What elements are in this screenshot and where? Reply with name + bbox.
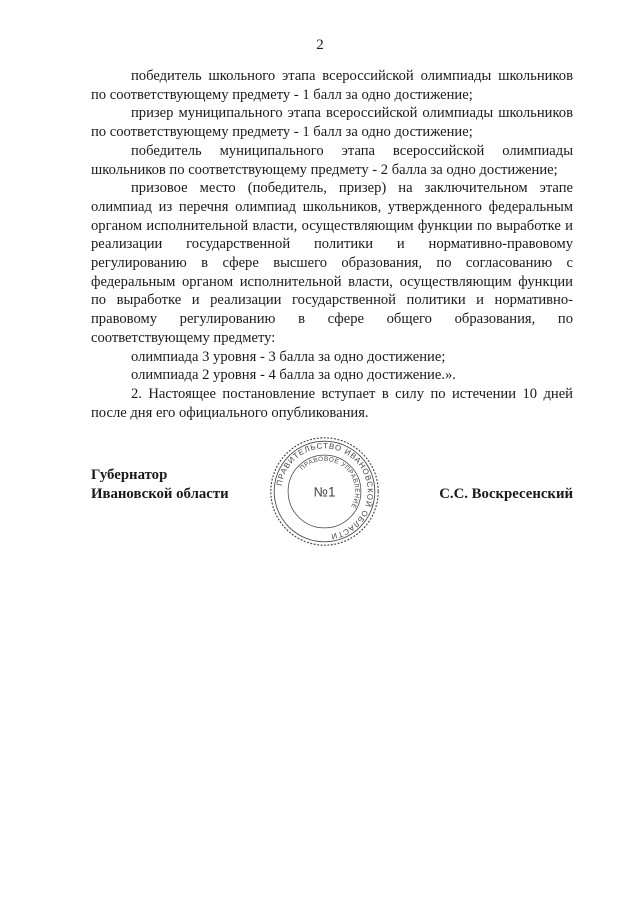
seal-inner-text-path: ПРАВОВОЕ УПРАВЛЕНИЕ: [298, 455, 361, 510]
signatory-name: С.С. Воскресенский: [439, 485, 573, 502]
signatory-title-line: Ивановской области: [91, 485, 229, 502]
seal-outer-text-path: ПРАВИТЕЛЬСТВО ИВАНОВСКОЙ ОБЛАСТИ: [274, 441, 375, 542]
seal-number: №1: [313, 484, 336, 500]
paragraph: 2. Настоящее постановление вступает в силу по истечении 10 дней после дня его официального опубликования.: [91, 385, 573, 421]
signatory-title-line: Губернатор: [91, 467, 168, 483]
paragraph: призовое место (победитель, призер) на заключительном этапе олимпиад из перечня олимпиад школьников, утвержденного федеральным органом исполнительной власти, осуществляющим функции по выработке и реализации государственной политики и нормативно-правовому регулированию в сфере высшего образования, по согласованию с федеральным органом исполнительной власти, осуществляющим функции по выработке и реализации государственной политики и нормативно-правовому регулированию в сфере общего образования, по соответствующему предмету:: [91, 180, 573, 346]
official-seal: [267, 434, 382, 549]
document-body: [91, 67, 573, 422]
paragraph: олимпиада 3 уровня - 3 балла за одно достижение;: [131, 348, 446, 365]
signature-block: [91, 441, 573, 556]
paragraph: призер муниципального этапа всероссийской олимпиады школьников по соответствующему предмету - 1 балл за одно достижение;: [91, 105, 573, 141]
paragraph: победитель школьного этапа всероссийской олимпиады школьников по соответствующему предмету - 1 балл за одно достижение;: [91, 68, 573, 103]
paragraph: олимпиада 2 уровня - 4 балла за одно достижение.».: [131, 367, 456, 384]
page-number: 2: [316, 37, 324, 53]
signatory-title: [91, 466, 229, 503]
seal-inner-text: [299, 456, 360, 510]
paragraph: победитель муниципального этапа всероссийской олимпиады школьников по соответствующему предмету - 2 балла за одно достижение;: [91, 142, 573, 178]
